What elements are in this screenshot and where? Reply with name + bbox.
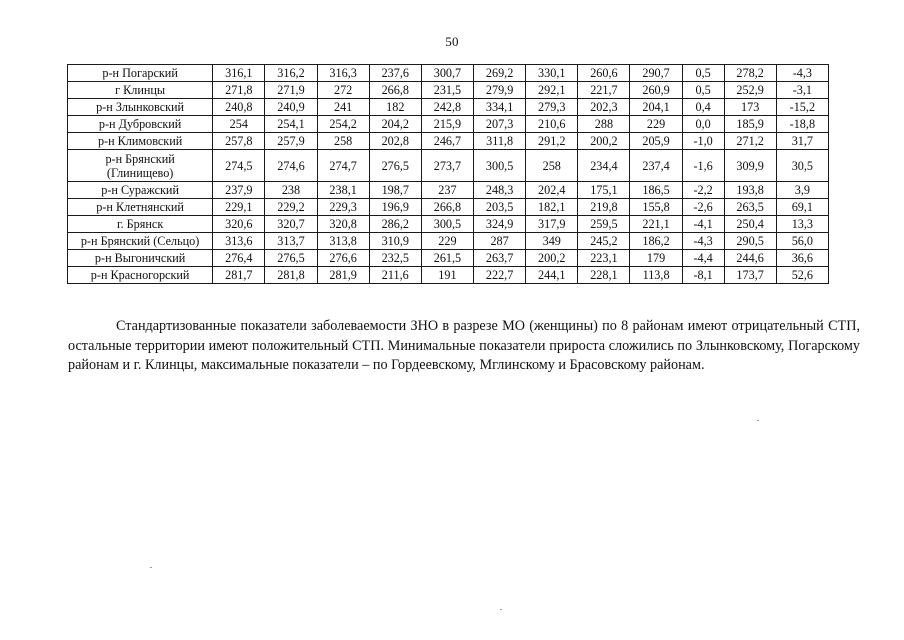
table-row (68, 133, 829, 150)
value-cell: 200,2 (526, 250, 578, 267)
value-cell: 240,9 (265, 99, 317, 116)
row-name-cell: р-н Клетнянский (68, 199, 213, 216)
value-cell: 246,7 (421, 133, 473, 150)
table-row (68, 216, 829, 233)
value-cell: 309,9 (724, 150, 776, 182)
value-cell: 228,1 (578, 267, 630, 284)
table-row (68, 250, 829, 267)
value-cell: 286,2 (369, 216, 421, 233)
value-cell: 0,5 (682, 82, 724, 99)
value-cell: 316,1 (213, 65, 265, 82)
value-cell: 113,8 (630, 267, 682, 284)
value-cell: 274,6 (265, 150, 317, 182)
value-cell: 300,7 (421, 65, 473, 82)
value-cell: 278,2 (724, 65, 776, 82)
value-cell: 182,1 (526, 199, 578, 216)
value-cell: 271,9 (265, 82, 317, 99)
value-cell: 320,8 (317, 216, 369, 233)
value-cell: 219,8 (578, 199, 630, 216)
value-cell: 292,1 (526, 82, 578, 99)
value-cell: 215,9 (421, 116, 473, 133)
value-cell: 310,9 (369, 233, 421, 250)
table-row (68, 199, 829, 216)
value-cell: 237 (421, 182, 473, 199)
row-name-cell: р-н Злынковский (68, 99, 213, 116)
value-cell: 202,8 (369, 133, 421, 150)
value-cell: -1,0 (682, 133, 724, 150)
value-cell: 229,3 (317, 199, 369, 216)
value-cell: 316,2 (265, 65, 317, 82)
value-cell: 260,9 (630, 82, 682, 99)
value-cell: 240,8 (213, 99, 265, 116)
incidence-table (67, 64, 829, 284)
value-cell: 254,1 (265, 116, 317, 133)
value-cell: 311,8 (474, 133, 526, 150)
table-row (68, 116, 829, 133)
row-name-cell: р-н Климовский (68, 133, 213, 150)
value-cell: 0,0 (682, 116, 724, 133)
value-cell: 222,7 (474, 267, 526, 284)
value-cell: 313,7 (265, 233, 317, 250)
value-cell: 241 (317, 99, 369, 116)
value-cell: 186,5 (630, 182, 682, 199)
value-cell: 281,8 (265, 267, 317, 284)
table-row (68, 267, 829, 284)
value-cell: 31,7 (776, 133, 828, 150)
value-cell: 261,5 (421, 250, 473, 267)
value-cell: 269,2 (474, 65, 526, 82)
value-cell: 276,6 (317, 250, 369, 267)
value-cell: 272 (317, 82, 369, 99)
value-cell: 266,8 (369, 82, 421, 99)
value-cell: 0,4 (682, 99, 724, 116)
row-name-cell: р-н Брянский (Глинищево) (68, 150, 213, 182)
value-cell: 203,5 (474, 199, 526, 216)
row-name-cell: г. Брянск (68, 216, 213, 233)
row-name-cell: г Клинцы (68, 82, 213, 99)
value-cell: 271,8 (213, 82, 265, 99)
value-cell: 56,0 (776, 233, 828, 250)
value-cell: 290,7 (630, 65, 682, 82)
value-cell: 252,9 (724, 82, 776, 99)
value-cell: 259,5 (578, 216, 630, 233)
value-cell: 254 (213, 116, 265, 133)
value-cell: -4,3 (776, 65, 828, 82)
value-cell: 200,2 (578, 133, 630, 150)
value-cell: 196,9 (369, 199, 421, 216)
value-cell: 237,9 (213, 182, 265, 199)
value-cell: 69,1 (776, 199, 828, 216)
table-row (68, 82, 829, 99)
value-cell: 300,5 (421, 216, 473, 233)
value-cell: 52,6 (776, 267, 828, 284)
value-cell: 276,4 (213, 250, 265, 267)
value-cell: -18,8 (776, 116, 828, 133)
value-cell: 274,5 (213, 150, 265, 182)
value-cell: -15,2 (776, 99, 828, 116)
value-cell: 238,1 (317, 182, 369, 199)
value-cell: 210,6 (526, 116, 578, 133)
value-cell: 193,8 (724, 182, 776, 199)
value-cell: -4,1 (682, 216, 724, 233)
value-cell: 238 (265, 182, 317, 199)
value-cell: 229 (421, 233, 473, 250)
value-cell: 317,9 (526, 216, 578, 233)
value-cell: 229 (630, 116, 682, 133)
value-cell: 334,1 (474, 99, 526, 116)
value-cell: 244,1 (526, 267, 578, 284)
value-cell: 173,7 (724, 267, 776, 284)
scan-speck (150, 567, 152, 568)
value-cell: 221,7 (578, 82, 630, 99)
value-cell: 254,2 (317, 116, 369, 133)
table-row (68, 182, 829, 199)
row-name-cell: р-н Погарский (68, 65, 213, 82)
value-cell: 204,1 (630, 99, 682, 116)
value-cell: 173 (724, 99, 776, 116)
table-row (68, 150, 829, 182)
value-cell: -4,3 (682, 233, 724, 250)
row-name-cell: р-н Красногорский (68, 267, 213, 284)
value-cell: 320,6 (213, 216, 265, 233)
value-cell: 155,8 (630, 199, 682, 216)
value-cell: 221,1 (630, 216, 682, 233)
value-cell: 250,4 (724, 216, 776, 233)
value-cell: 179 (630, 250, 682, 267)
table-row (68, 65, 829, 82)
value-cell: 30,5 (776, 150, 828, 182)
value-cell: 273,7 (421, 150, 473, 182)
value-cell: 349 (526, 233, 578, 250)
value-cell: 271,2 (724, 133, 776, 150)
value-cell: 211,6 (369, 267, 421, 284)
value-cell: 229,2 (265, 199, 317, 216)
value-cell: 266,8 (421, 199, 473, 216)
value-cell: 234,4 (578, 150, 630, 182)
value-cell: 223,1 (578, 250, 630, 267)
value-cell: 257,8 (213, 133, 265, 150)
value-cell: 330,1 (526, 65, 578, 82)
value-cell: 207,3 (474, 116, 526, 133)
value-cell: 263,5 (724, 199, 776, 216)
value-cell: 186,2 (630, 233, 682, 250)
value-cell: -2,6 (682, 199, 724, 216)
value-cell: 202,3 (578, 99, 630, 116)
table-row (68, 99, 829, 116)
value-cell: 279,3 (526, 99, 578, 116)
value-cell: 202,4 (526, 182, 578, 199)
value-cell: 288 (578, 116, 630, 133)
value-cell: 0,5 (682, 65, 724, 82)
value-cell: 245,2 (578, 233, 630, 250)
value-cell: 237,6 (369, 65, 421, 82)
value-cell: -3,1 (776, 82, 828, 99)
value-cell: 276,5 (265, 250, 317, 267)
value-cell: 281,9 (317, 267, 369, 284)
value-cell: 3,9 (776, 182, 828, 199)
scan-speck (500, 609, 502, 610)
page-number: 50 (445, 34, 459, 49)
value-cell: 263,7 (474, 250, 526, 267)
row-name-cell: р-н Суражский (68, 182, 213, 199)
value-cell: 258 (317, 133, 369, 150)
value-cell: 248,3 (474, 182, 526, 199)
value-cell: 204,2 (369, 116, 421, 133)
value-cell: -8,1 (682, 267, 724, 284)
value-cell: 182 (369, 99, 421, 116)
value-cell: 229,1 (213, 199, 265, 216)
value-cell: 13,3 (776, 216, 828, 233)
value-cell: 260,6 (578, 65, 630, 82)
value-cell: 324,9 (474, 216, 526, 233)
summary-paragraph: Стандартизованные показатели заболеваемости ЗНО в разрезе МО (женщины) по 8 районам имеют отрицательный СТП, остальные территории имеют положительный СТП. Минимальные показатели прироста сложились по Злынковскому, Погарскому районам и г. Клинцы, максимальные показатели – по Гордеевскому, Мглинскому и Брасовскому районам. (68, 318, 860, 373)
row-name-cell: р-н Брянский (Сельцо) (68, 233, 213, 250)
value-cell: 313,6 (213, 233, 265, 250)
value-cell: 316,3 (317, 65, 369, 82)
value-cell: 258 (526, 150, 578, 182)
value-cell: 274,7 (317, 150, 369, 182)
value-cell: 287 (474, 233, 526, 250)
value-cell: -1,6 (682, 150, 724, 182)
row-name-cell: р-н Дубровский (68, 116, 213, 133)
scan-speck (757, 420, 759, 421)
value-cell: 198,7 (369, 182, 421, 199)
value-cell: 291,2 (526, 133, 578, 150)
value-cell: 257,9 (265, 133, 317, 150)
value-cell: 175,1 (578, 182, 630, 199)
value-cell: 36,6 (776, 250, 828, 267)
value-cell: 290,5 (724, 233, 776, 250)
value-cell: 191 (421, 267, 473, 284)
row-name-cell: р-н Выгоничский (68, 250, 213, 267)
value-cell: 276,5 (369, 150, 421, 182)
value-cell: 237,4 (630, 150, 682, 182)
value-cell: -2,2 (682, 182, 724, 199)
value-cell: 281,7 (213, 267, 265, 284)
value-cell: 313,8 (317, 233, 369, 250)
value-cell: 320,7 (265, 216, 317, 233)
value-cell: -4,4 (682, 250, 724, 267)
value-cell: 232,5 (369, 250, 421, 267)
value-cell: 279,9 (474, 82, 526, 99)
value-cell: 185,9 (724, 116, 776, 133)
value-cell: 205,9 (630, 133, 682, 150)
value-cell: 231,5 (421, 82, 473, 99)
value-cell: 244,6 (724, 250, 776, 267)
value-cell: 242,8 (421, 99, 473, 116)
table-row (68, 233, 829, 250)
value-cell: 300,5 (474, 150, 526, 182)
